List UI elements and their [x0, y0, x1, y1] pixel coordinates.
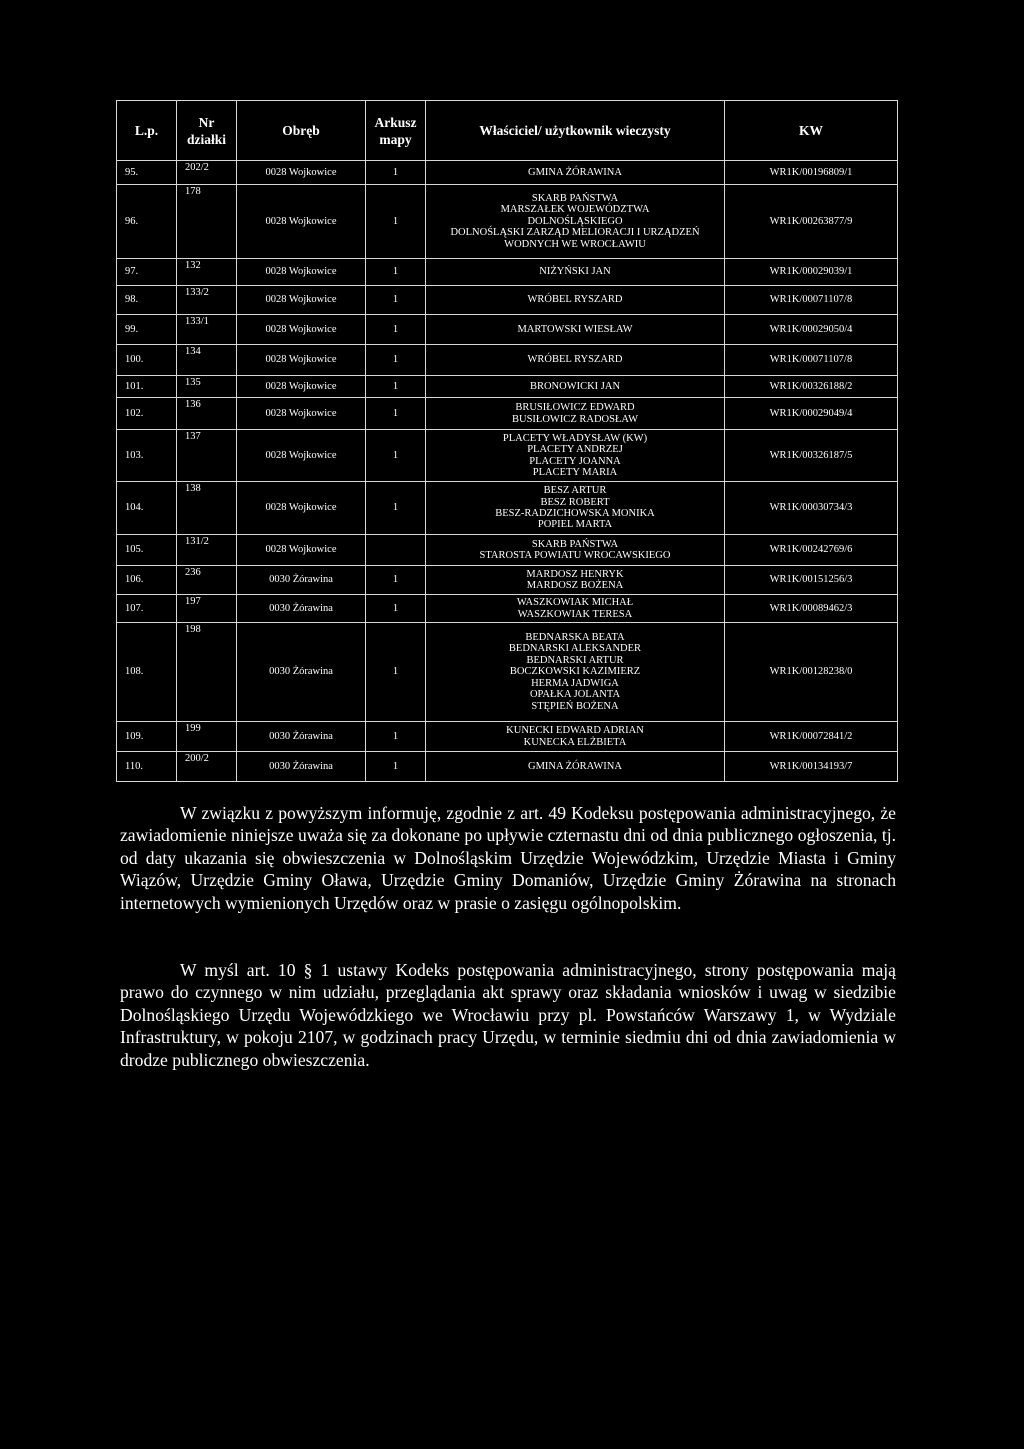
table-row — [117, 482, 898, 535]
table-row — [117, 398, 898, 430]
cell-owner: WRÓBEL RYSZARD — [426, 345, 725, 376]
paragraph-1-text: W związku z powyższym informuję, zgodnie z art. 49 Kodeksu postępowania administracyjnego, że zawiadomienie niniejsze uważa się za dokonane po upływie czternastu dni od dnia publicznego ogłoszenia, tj. od daty ukazania się obwieszczenia w Dolnośląskim Urzędzie Wojewódzkim, Urzędzie Miasta i Gminy Wiązów, Urzędzie Gminy Oława, Urzędzie Gminy Domaniów, Urzędzie Gminy Żórawina na stronach internetowych wymienionych Urzędów oraz w prasie o zasięgu ogólnopolskim. — [120, 803, 896, 913]
cell-kw: WR1K/00326188/2 — [725, 376, 898, 398]
table-row — [117, 430, 898, 482]
cell-lp: 100. — [117, 345, 177, 376]
table-row — [117, 595, 898, 623]
table-row — [117, 535, 898, 566]
cell-lp: 108. — [117, 623, 177, 722]
cell-obreb: 0028 Wojkowice — [237, 161, 366, 185]
cell-nr: 236 — [177, 566, 237, 595]
header-wlasciciel: Właściciel/ użytkownik wieczysty — [426, 101, 725, 161]
parcel-table-wrapper — [116, 100, 897, 782]
cell-nr: 197 — [177, 595, 237, 623]
cell-arkusz: 1 — [366, 566, 426, 595]
cell-nr: 132 — [177, 259, 237, 286]
cell-arkusz: 1 — [366, 595, 426, 623]
cell-kw: WR1K/00071107/8 — [725, 286, 898, 315]
cell-owner: MARDOSZ HENRYK MARDOSZ BOŻENA — [426, 566, 725, 595]
cell-arkusz: 1 — [366, 752, 426, 782]
notice-paragraph-2 — [120, 959, 896, 1071]
cell-obreb: 0028 Wojkowice — [237, 315, 366, 345]
cell-lp: 109. — [117, 722, 177, 752]
cell-owner: WRÓBEL RYSZARD — [426, 286, 725, 315]
cell-lp: 99. — [117, 315, 177, 345]
cell-obreb: 0028 Wojkowice — [237, 259, 366, 286]
cell-lp: 101. — [117, 376, 177, 398]
header-arkusz-line1: Arkusz — [374, 114, 417, 130]
cell-arkusz: 1 — [366, 315, 426, 345]
cell-arkusz: 1 — [366, 623, 426, 722]
cell-kw: WR1K/00242769/6 — [725, 535, 898, 566]
cell-lp: 96. — [117, 185, 177, 259]
cell-nr: 133/1 — [177, 315, 237, 345]
table-row — [117, 286, 898, 315]
table-row — [117, 185, 898, 259]
cell-nr: 131/2 — [177, 535, 237, 566]
cell-arkusz: 1 — [366, 430, 426, 482]
cell-kw: WR1K/00263877/9 — [725, 185, 898, 259]
cell-owner: BRONOWICKI JAN — [426, 376, 725, 398]
cell-arkusz: 1 — [366, 161, 426, 185]
cell-nr: 202/2 — [177, 161, 237, 185]
cell-owner: GMINA ŻÓRAWINA — [426, 161, 725, 185]
cell-owner: SKARB PAŃSTWA MARSZAŁEK WOJEWÓDZTWA DOLNOŚLĄSKIEGO DOLNOŚLĄSKI ZARZĄD MELIORACJI I URZĄDZEŃ WODNYCH WE WROCŁAWIU — [426, 185, 725, 259]
cell-kw: WR1K/00029049/4 — [725, 398, 898, 430]
cell-lp: 98. — [117, 286, 177, 315]
cell-arkusz: 1 — [366, 722, 426, 752]
table-row — [117, 722, 898, 752]
cell-owner: MARTOWSKI WIESŁAW — [426, 315, 725, 345]
cell-owner: BRUSIŁOWICZ EDWARD BUSIŁOWICZ RADOSŁAW — [426, 398, 725, 430]
cell-nr: 138 — [177, 482, 237, 535]
cell-arkusz: 1 — [366, 482, 426, 535]
header-lp: L.p. — [117, 101, 177, 161]
cell-obreb: 0028 Wojkowice — [237, 376, 366, 398]
cell-owner: NIŻYŃSKI JAN — [426, 259, 725, 286]
table-row — [117, 345, 898, 376]
paragraph-2-text: W myśl art. 10 § 1 ustawy Kodeks postępowania administracyjnego, strony postępowania mają prawo do czynnego w nim udziału, przeglądania akt sprawy oraz składania wniosków i uwag w siedzibie Dolnośląskiego Urzędu Wojewódzkiego we Wrocławiu przy pl. Powstańców Warszawy 1, w Wydziale Infrastruktury, w pokoju 2107, w godzinach pracy Urzędu, w terminie siedmiu dni od dnia zawiadomienia w drodze publicznego obwieszczenia. — [120, 960, 896, 1070]
cell-nr: 133/2 — [177, 286, 237, 315]
cell-kw: WR1K/00326187/5 — [725, 430, 898, 482]
cell-lp: 105. — [117, 535, 177, 566]
header-nr-dzialki — [177, 101, 237, 161]
cell-kw: WR1K/00128238/0 — [725, 623, 898, 722]
cell-lp: 110. — [117, 752, 177, 782]
table-row — [117, 161, 898, 185]
header-nr-line1: Nr — [198, 114, 215, 130]
table-body — [117, 161, 898, 782]
header-nr-line2: działki — [186, 131, 226, 147]
cell-lp: 106. — [117, 566, 177, 595]
table-row — [117, 623, 898, 722]
cell-owner: BEDNARSKA BEATA BEDNARSKI ALEKSANDER BEDNARSKI ARTUR BOCZKOWSKI KAZIMIERZ HERMA JADWIGA OPAŁKA JOLANTA STĘPIEŃ BOŻENA — [426, 623, 725, 722]
cell-obreb: 0028 Wojkowice — [237, 345, 366, 376]
cell-lp: 95. — [117, 161, 177, 185]
cell-kw: WR1K/00029050/4 — [725, 315, 898, 345]
cell-nr: 199 — [177, 722, 237, 752]
table-header — [117, 101, 898, 161]
table-row — [117, 752, 898, 782]
parcel-table — [116, 100, 898, 782]
cell-obreb: 0030 Żórawina — [237, 722, 366, 752]
header-arkusz-line2: mapy — [379, 131, 412, 147]
cell-owner: GMINA ŻÓRAWINA — [426, 752, 725, 782]
cell-nr: 137 — [177, 430, 237, 482]
cell-arkusz: 1 — [366, 345, 426, 376]
header-kw: KW — [725, 101, 898, 161]
cell-obreb: 0030 Żórawina — [237, 752, 366, 782]
cell-arkusz: 1 — [366, 185, 426, 259]
notice-paragraph-1 — [120, 802, 896, 914]
cell-lp: 103. — [117, 430, 177, 482]
cell-owner: WASZKOWIAK MICHAŁ WASZKOWIAK TERESA — [426, 595, 725, 623]
cell-arkusz: 1 — [366, 398, 426, 430]
cell-obreb: 0028 Wojkowice — [237, 430, 366, 482]
cell-lp: 104. — [117, 482, 177, 535]
cell-owner: KUNECKI EDWARD ADRIAN KUNECKA ELŻBIETA — [426, 722, 725, 752]
cell-kw: WR1K/00134193/7 — [725, 752, 898, 782]
cell-arkusz: 1 — [366, 259, 426, 286]
cell-obreb: 0030 Żórawina — [237, 623, 366, 722]
cell-arkusz: 1 — [366, 376, 426, 398]
cell-nr: 136 — [177, 398, 237, 430]
table-row — [117, 566, 898, 595]
cell-obreb: 0028 Wojkowice — [237, 398, 366, 430]
cell-obreb: 0028 Wojkowice — [237, 535, 366, 566]
cell-nr: 198 — [177, 623, 237, 722]
cell-nr: 200/2 — [177, 752, 237, 782]
cell-kw: WR1K/00029039/1 — [725, 259, 898, 286]
cell-obreb: 0030 Żórawina — [237, 595, 366, 623]
cell-kw: WR1K/00151256/3 — [725, 566, 898, 595]
cell-obreb: 0030 Żórawina — [237, 566, 366, 595]
header-obreb: Obręb — [237, 101, 366, 161]
cell-owner: SKARB PAŃSTWA STAROSTA POWIATU WROCAWSKIEGO — [426, 535, 725, 566]
cell-lp: 107. — [117, 595, 177, 623]
cell-owner: BESZ ARTUR BESZ ROBERT BESZ-RADZICHOWSKA MONIKA POPIEL MARTA — [426, 482, 725, 535]
cell-nr: 178 — [177, 185, 237, 259]
table-row — [117, 376, 898, 398]
cell-kw: WR1K/00071107/8 — [725, 345, 898, 376]
cell-kw: WR1K/00072841/2 — [725, 722, 898, 752]
cell-arkusz: 1 — [366, 286, 426, 315]
cell-arkusz — [366, 535, 426, 566]
header-row — [117, 101, 898, 161]
cell-obreb: 0028 Wojkowice — [237, 482, 366, 535]
table-row — [117, 315, 898, 345]
cell-kw: WR1K/00030734/3 — [725, 482, 898, 535]
cell-owner: PLACETY WŁADYSŁAW (KW) PLACETY ANDRZEJ PLACETY JOANNA PLACETY MARIA — [426, 430, 725, 482]
cell-nr: 134 — [177, 345, 237, 376]
header-arkusz-mapy — [366, 101, 426, 161]
cell-lp: 97. — [117, 259, 177, 286]
cell-nr: 135 — [177, 376, 237, 398]
table-row — [117, 259, 898, 286]
cell-kw: WR1K/00196809/1 — [725, 161, 898, 185]
cell-lp: 102. — [117, 398, 177, 430]
cell-obreb: 0028 Wojkowice — [237, 286, 366, 315]
cell-kw: WR1K/00089462/3 — [725, 595, 898, 623]
cell-obreb: 0028 Wojkowice — [237, 185, 366, 259]
